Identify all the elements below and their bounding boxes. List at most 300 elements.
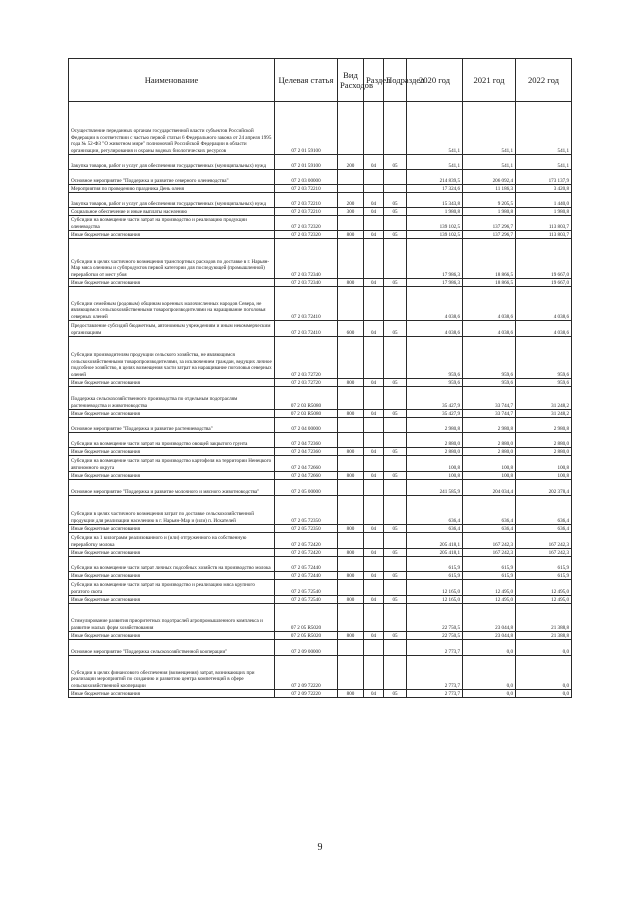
table-row <box>69 287 572 321</box>
cell-name: Иные бюджетные ассигнования <box>69 690 275 698</box>
cell-subsection: 05 <box>384 321 407 337</box>
cell-expense-type <box>338 604 364 632</box>
table-row <box>69 533 572 549</box>
cell-year-2020: 2 880,0 <box>407 448 463 456</box>
cell-expense-type: 200 <box>338 155 364 170</box>
table-row <box>69 525 572 533</box>
cell-year-2020: 636,4 <box>407 525 463 533</box>
cell-year-2021: 23 044,8 <box>463 632 516 640</box>
table-row <box>69 379 572 387</box>
cell-section: 04 <box>364 321 384 337</box>
cell-year-2022: 2 980,8 <box>516 418 572 433</box>
cell-section <box>364 337 384 379</box>
cell-section: 04 <box>364 193 384 208</box>
cell-subsection: 05 <box>384 596 407 604</box>
cell-target-article: 07 2 05 72540 <box>275 580 338 596</box>
cell-year-2022: 959,6 <box>516 337 572 379</box>
cell-name: Стимулирование развития приоритетных подотраслей агропромышленного комплекса и развитие малых форм хозяйствования <box>69 604 275 632</box>
cell-year-2022: 959,6 <box>516 379 572 387</box>
cell-year-2021: 615,9 <box>463 572 516 580</box>
cell-year-2021: 636,4 <box>463 496 516 525</box>
table-row <box>69 387 572 410</box>
cell-subsection <box>384 170 407 185</box>
cell-section: 04 <box>364 155 384 170</box>
cell-expense-type: 800 <box>338 231 364 239</box>
cell-year-2020: 636,4 <box>407 496 463 525</box>
cell-target-article: 07 2 04 72660 <box>275 472 338 480</box>
cell-year-2020: 4 038,6 <box>407 287 463 321</box>
cell-expense-type <box>338 287 364 321</box>
cell-year-2022: 31 248,2 <box>516 410 572 418</box>
cell-target-article: 07 2 04 72360 <box>275 433 338 448</box>
cell-target-article: 07 2 04 72660 <box>275 456 338 472</box>
table-row <box>69 410 572 418</box>
cell-year-2020: 959,6 <box>407 379 463 387</box>
cell-year-2022: 541,1 <box>516 155 572 170</box>
header-name: Наименование <box>69 59 275 102</box>
cell-subsection: 05 <box>384 690 407 698</box>
cell-section: 04 <box>364 525 384 533</box>
header-expense-type: Вид Расходов <box>338 59 364 102</box>
table-body <box>69 102 572 698</box>
cell-year-2022: 615,9 <box>516 572 572 580</box>
cell-name: Иные бюджетные ассигнования <box>69 632 275 640</box>
cell-name: Иные бюджетные ассигнования <box>69 379 275 387</box>
table-row <box>69 279 572 287</box>
cell-year-2021: 541,1 <box>463 155 516 170</box>
table-row <box>69 185 572 193</box>
cell-section <box>364 418 384 433</box>
cell-expense-type <box>338 170 364 185</box>
cell-name: Закупка товаров, работ и услуг для обеспечения государственных (муниципальных) нужд <box>69 193 275 208</box>
cell-section: 04 <box>364 279 384 287</box>
cell-year-2022: 21 388,8 <box>516 632 572 640</box>
cell-subsection <box>384 433 407 448</box>
cell-target-article: 07 2 05 72440 <box>275 557 338 572</box>
cell-expense-type <box>338 433 364 448</box>
cell-year-2022: 113 803,7 <box>516 231 572 239</box>
cell-section <box>364 496 384 525</box>
cell-expense-type: 800 <box>338 472 364 480</box>
cell-year-2020: 959,6 <box>407 337 463 379</box>
cell-year-2020: 12 165,0 <box>407 596 463 604</box>
cell-target-article: 07 2 03 72210 <box>275 193 338 208</box>
table-row <box>69 472 572 480</box>
cell-year-2022: 167 242,3 <box>516 549 572 557</box>
cell-year-2020: 17 986,3 <box>407 239 463 279</box>
cell-expense-type <box>338 185 364 193</box>
table-row <box>69 572 572 580</box>
cell-name: Иные бюджетные ассигнования <box>69 448 275 456</box>
cell-year-2020: 100,8 <box>407 472 463 480</box>
cell-name: Иные бюджетные ассигнования <box>69 410 275 418</box>
cell-year-2020: 615,9 <box>407 557 463 572</box>
cell-section <box>364 287 384 321</box>
cell-year-2020: 2 773,7 <box>407 690 463 698</box>
cell-name: Основное мероприятие "Поддержка и развитие растениеводства" <box>69 418 275 433</box>
cell-year-2021: 541,1 <box>463 102 516 155</box>
cell-year-2022: 100,8 <box>516 456 572 472</box>
cell-subsection: 05 <box>384 632 407 640</box>
cell-expense-type <box>338 557 364 572</box>
cell-target-article: 07 2 03 72340 <box>275 239 338 279</box>
cell-subsection <box>384 496 407 525</box>
cell-year-2022: 202 378,4 <box>516 480 572 496</box>
header-section: Раздел <box>364 59 384 102</box>
header-year-2021: 2021 год <box>463 59 516 102</box>
cell-year-2020: 2 880,0 <box>407 433 463 448</box>
cell-year-2022: 19 667,0 <box>516 239 572 279</box>
cell-year-2020: 22 750,5 <box>407 632 463 640</box>
cell-name: Иные бюджетные ассигнования <box>69 231 275 239</box>
cell-name: Субсидии на возмещение части затрат на производство овощей закрытого грунта <box>69 433 275 448</box>
cell-subsection: 05 <box>384 572 407 580</box>
cell-section <box>364 656 384 690</box>
cell-target-article: 07 2 04 00000 <box>275 418 338 433</box>
cell-expense-type <box>338 337 364 379</box>
cell-year-2020: 22 750,5 <box>407 604 463 632</box>
cell-year-2022: 615,9 <box>516 557 572 572</box>
cell-section: 04 <box>364 231 384 239</box>
cell-section <box>364 480 384 496</box>
cell-expense-type: 800 <box>338 632 364 640</box>
cell-target-article: 07 2 05 00000 <box>275 480 338 496</box>
cell-name: Субсидии на возмещение части затрат на производство картофеля на территории Ненецкого автономного округа <box>69 456 275 472</box>
cell-year-2020: 2 773,7 <box>407 640 463 656</box>
cell-target-article: 07 2 05 R5020 <box>275 604 338 632</box>
cell-year-2022: 12 495,0 <box>516 596 572 604</box>
cell-name: Иные бюджетные ассигнования <box>69 525 275 533</box>
cell-expense-type <box>338 656 364 690</box>
cell-name: Основное мероприятие "Поддержка сельскохозяйственной кооперации" <box>69 640 275 656</box>
cell-section: 04 <box>364 690 384 698</box>
table-row <box>69 216 572 231</box>
cell-section: 04 <box>364 632 384 640</box>
cell-subsection <box>384 640 407 656</box>
cell-expense-type <box>338 216 364 231</box>
cell-year-2020: 205 418,1 <box>407 533 463 549</box>
cell-year-2021: 33 744,7 <box>463 387 516 410</box>
cell-expense-type: 800 <box>338 279 364 287</box>
cell-year-2020: 100,8 <box>407 456 463 472</box>
table-row <box>69 321 572 337</box>
cell-subsection: 05 <box>384 208 407 216</box>
cell-year-2021: 4 038,6 <box>463 321 516 337</box>
cell-section <box>364 433 384 448</box>
cell-year-2020: 1 980,8 <box>407 208 463 216</box>
cell-expense-type <box>338 418 364 433</box>
cell-target-article: 07 2 03 72320 <box>275 231 338 239</box>
cell-expense-type: 800 <box>338 448 364 456</box>
cell-section: 04 <box>364 410 384 418</box>
cell-target-article: 07 2 01 59100 <box>275 102 338 155</box>
cell-year-2021: 615,9 <box>463 557 516 572</box>
cell-name: Субсидии производителям продукции сельского хозяйства, не являющимся сельскохозяйственными товаропроизводителями, за исключением граждан, ведущих личное подсобное хозяйство, в целях возмещения части затрат на наращивание поголовья северных оленей <box>69 337 275 379</box>
cell-expense-type <box>338 496 364 525</box>
cell-subsection <box>384 557 407 572</box>
header-year-2022: 2022 год <box>516 59 572 102</box>
cell-year-2021: 2 880,0 <box>463 433 516 448</box>
cell-year-2022: 4 038,6 <box>516 287 572 321</box>
table-row <box>69 557 572 572</box>
cell-subsection <box>384 656 407 690</box>
cell-name: Мероприятия по проведению праздника День оленя <box>69 185 275 193</box>
cell-year-2022: 0,0 <box>516 640 572 656</box>
cell-name: Осуществление переданных органам государственной власти субъектов Российской Федерации в соответствии с частью первой статьи 6 Федерального закона от 24 апреля 1995 года № 52-ФЗ "О животном мире" полномочий Российской Федерации в области организации, регулирования и охраны водных биологических ресурсов <box>69 102 275 155</box>
cell-name: Поддержка сельскохозяйственного производства по отдельным подотраслям растениеводства и животноводства <box>69 387 275 410</box>
cell-subsection <box>384 580 407 596</box>
cell-year-2022: 167 242,3 <box>516 533 572 549</box>
cell-year-2022: 1 440,0 <box>516 193 572 208</box>
cell-expense-type: 800 <box>338 690 364 698</box>
cell-name: Иные бюджетные ассигнования <box>69 572 275 580</box>
cell-year-2020: 615,9 <box>407 572 463 580</box>
cell-expense-type: 800 <box>338 596 364 604</box>
table-row <box>69 656 572 690</box>
cell-target-article: 07 2 09 00000 <box>275 640 338 656</box>
cell-target-article: 07 2 03 R5080 <box>275 410 338 418</box>
cell-year-2021: 0,0 <box>463 656 516 690</box>
cell-year-2021: 11 186,3 <box>463 185 516 193</box>
table-row <box>69 448 572 456</box>
cell-target-article: 07 2 03 72720 <box>275 379 338 387</box>
cell-year-2022: 21 388,8 <box>516 604 572 632</box>
cell-target-article: 07 2 05 72420 <box>275 533 338 549</box>
cell-subsection <box>384 337 407 379</box>
cell-year-2020: 214 839,5 <box>407 170 463 185</box>
cell-name: Иные бюджетные ассигнования <box>69 279 275 287</box>
cell-expense-type: 200 <box>338 193 364 208</box>
cell-year-2020: 139 102,5 <box>407 231 463 239</box>
cell-year-2022: 636,4 <box>516 525 572 533</box>
cell-year-2022: 0,0 <box>516 690 572 698</box>
cell-year-2022: 19 667,0 <box>516 279 572 287</box>
cell-year-2020: 2 773,7 <box>407 656 463 690</box>
table-row <box>69 155 572 170</box>
cell-section <box>364 216 384 231</box>
cell-subsection <box>384 533 407 549</box>
cell-name: Субсидии в целях финансового обеспечения (возмещения) затрат, возникающих при реализации мероприятий по созданию и развитию центра компетенций в сфере сельскохозяйственной кооперации <box>69 656 275 690</box>
cell-expense-type: 800 <box>338 572 364 580</box>
cell-subsection: 05 <box>384 549 407 557</box>
cell-year-2020: 139 102,5 <box>407 216 463 231</box>
cell-year-2021: 137 296,7 <box>463 216 516 231</box>
cell-year-2020: 17 986,3 <box>407 279 463 287</box>
cell-year-2022: 0,0 <box>516 656 572 690</box>
cell-year-2021: 206 092,4 <box>463 170 516 185</box>
cell-expense-type: 600 <box>338 321 364 337</box>
cell-target-article: 07 2 03 72210 <box>275 208 338 216</box>
table-row <box>69 337 572 379</box>
cell-subsection <box>384 185 407 193</box>
cell-year-2021: 2 880,0 <box>463 448 516 456</box>
cell-year-2020: 541,1 <box>407 155 463 170</box>
cell-year-2020: 17 324,6 <box>407 185 463 193</box>
cell-expense-type: 300 <box>338 208 364 216</box>
cell-year-2021: 100,8 <box>463 472 516 480</box>
cell-section <box>364 170 384 185</box>
cell-subsection: 05 <box>384 472 407 480</box>
cell-target-article: 07 2 09 72220 <box>275 690 338 698</box>
table-row <box>69 102 572 155</box>
cell-subsection: 05 <box>384 193 407 208</box>
cell-name: Субсидии на возмещение части затрат на производство и реализацию продукции оленеводства <box>69 216 275 231</box>
cell-year-2022: 541,1 <box>516 102 572 155</box>
cell-target-article: 07 2 05 72350 <box>275 525 338 533</box>
cell-section <box>364 102 384 155</box>
cell-year-2021: 0,0 <box>463 640 516 656</box>
cell-name: Иные бюджетные ассигнования <box>69 472 275 480</box>
cell-target-article: 07 2 03 72410 <box>275 287 338 321</box>
cell-subsection <box>384 239 407 279</box>
header-year-2020: 2020 год <box>407 59 463 102</box>
cell-year-2021: 1 980,8 <box>463 208 516 216</box>
cell-subsection <box>384 480 407 496</box>
cell-section: 04 <box>364 572 384 580</box>
cell-target-article: 07 2 01 59100 <box>275 155 338 170</box>
cell-section: 04 <box>364 448 384 456</box>
table-row <box>69 170 572 185</box>
cell-subsection: 05 <box>384 525 407 533</box>
cell-target-article: 07 2 09 72220 <box>275 656 338 690</box>
cell-year-2022: 2 880,0 <box>516 448 572 456</box>
cell-expense-type <box>338 533 364 549</box>
cell-subsection <box>384 387 407 410</box>
cell-year-2021: 636,4 <box>463 525 516 533</box>
cell-year-2021: 12 495,0 <box>463 596 516 604</box>
table-row <box>69 239 572 279</box>
cell-year-2021: 959,6 <box>463 337 516 379</box>
cell-year-2021: 4 038,6 <box>463 287 516 321</box>
cell-year-2022: 636,4 <box>516 496 572 525</box>
cell-target-article: 07 2 05 R5020 <box>275 632 338 640</box>
cell-subsection <box>384 216 407 231</box>
cell-year-2020: 12 165,0 <box>407 580 463 596</box>
table-row <box>69 690 572 698</box>
cell-name: Иные бюджетные ассигнования <box>69 549 275 557</box>
table-row <box>69 433 572 448</box>
cell-expense-type <box>338 239 364 279</box>
cell-subsection <box>384 604 407 632</box>
cell-target-article: 07 2 03 72720 <box>275 337 338 379</box>
cell-target-article: 07 2 03 72410 <box>275 321 338 337</box>
cell-section <box>364 239 384 279</box>
table-row <box>69 640 572 656</box>
table-row <box>69 496 572 525</box>
cell-expense-type: 800 <box>338 379 364 387</box>
cell-section <box>364 640 384 656</box>
cell-name: Субсидии на возмещение части затрат на производство и реализацию мяса крупного рогатого скота <box>69 580 275 596</box>
cell-expense-type <box>338 480 364 496</box>
cell-year-2021: 33 744,7 <box>463 410 516 418</box>
cell-target-article: 07 2 03 00000 <box>275 170 338 185</box>
cell-year-2021: 959,6 <box>463 379 516 387</box>
cell-expense-type <box>338 640 364 656</box>
cell-subsection <box>384 102 407 155</box>
cell-year-2021: 18 866,5 <box>463 279 516 287</box>
table-row <box>69 549 572 557</box>
cell-year-2020: 35 427,9 <box>407 410 463 418</box>
table-row <box>69 208 572 216</box>
cell-year-2021: 204 034,4 <box>463 480 516 496</box>
cell-subsection <box>384 456 407 472</box>
cell-year-2021: 137 296,7 <box>463 231 516 239</box>
cell-year-2022: 12 495,0 <box>516 580 572 596</box>
cell-name: Субсидии в целях частичного возмещения транспортных расходов по доставке в г. Нарьян-Мар мяса оленины и субпродуктов первой категории для последующей (промышленной) переработки от мест убоя <box>69 239 275 279</box>
cell-section <box>364 387 384 410</box>
cell-expense-type: 800 <box>338 410 364 418</box>
cell-expense-type: 800 <box>338 525 364 533</box>
cell-name: Основное мероприятие "Поддержка и развитие северного оленеводства" <box>69 170 275 185</box>
cell-section: 04 <box>364 596 384 604</box>
cell-year-2020: 15 343,8 <box>407 193 463 208</box>
table-row <box>69 193 572 208</box>
cell-name: Закупка товаров, работ и услуг для обеспечения государственных (муниципальных) нужд <box>69 155 275 170</box>
cell-section <box>364 185 384 193</box>
table-row <box>69 632 572 640</box>
cell-subsection <box>384 287 407 321</box>
table-row <box>69 231 572 239</box>
table-header-row <box>69 59 572 102</box>
cell-name: Основное мероприятие "Поддержка и развитие молочного и мясного животноводства" <box>69 480 275 496</box>
cell-target-article: 07 2 03 72340 <box>275 279 338 287</box>
cell-subsection: 05 <box>384 279 407 287</box>
page-number: 9 <box>317 842 323 853</box>
cell-section <box>364 557 384 572</box>
table-row <box>69 418 572 433</box>
cell-name: Предоставление субсидий бюджетным, автономным учреждениям и иным некоммерческим организациям <box>69 321 275 337</box>
cell-expense-type <box>338 580 364 596</box>
cell-year-2020: 541,1 <box>407 102 463 155</box>
cell-subsection: 05 <box>384 410 407 418</box>
cell-year-2022: 1 980,8 <box>516 208 572 216</box>
cell-year-2021: 167 242,3 <box>463 549 516 557</box>
cell-year-2021: 100,8 <box>463 456 516 472</box>
cell-target-article: 07 2 04 72360 <box>275 448 338 456</box>
table-row <box>69 604 572 632</box>
cell-year-2021: 12 495,0 <box>463 580 516 596</box>
cell-subsection <box>384 418 407 433</box>
cell-year-2022: 100,8 <box>516 472 572 480</box>
cell-year-2022: 3 420,8 <box>516 185 572 193</box>
cell-year-2021: 2 980,8 <box>463 418 516 433</box>
cell-year-2021: 9 205,5 <box>463 193 516 208</box>
cell-subsection: 05 <box>384 448 407 456</box>
cell-expense-type <box>338 102 364 155</box>
cell-section: 04 <box>364 549 384 557</box>
cell-expense-type <box>338 387 364 410</box>
cell-expense-type: 800 <box>338 549 364 557</box>
table-row <box>69 596 572 604</box>
cell-section <box>364 604 384 632</box>
cell-year-2022: 31 248,2 <box>516 387 572 410</box>
cell-subsection: 05 <box>384 155 407 170</box>
cell-year-2020: 2 980,8 <box>407 418 463 433</box>
cell-section <box>364 456 384 472</box>
cell-year-2020: 35 427,9 <box>407 387 463 410</box>
cell-subsection: 05 <box>384 379 407 387</box>
cell-subsection: 05 <box>384 231 407 239</box>
cell-year-2020: 4 038,6 <box>407 321 463 337</box>
cell-section <box>364 533 384 549</box>
cell-target-article: 07 2 03 72210 <box>275 185 338 193</box>
cell-year-2021: 167 242,3 <box>463 533 516 549</box>
cell-name: Субсидии в целях частичного возмещения затрат по доставке сельскохозяйственной продукции для реализации населению в г. Нарьян-Мар и (или) п. Искателей <box>69 496 275 525</box>
cell-target-article: 07 2 05 72350 <box>275 496 338 525</box>
cell-target-article: 07 2 05 72440 <box>275 572 338 580</box>
header-subsection: Подраздел <box>384 59 407 102</box>
table-row <box>69 456 572 472</box>
